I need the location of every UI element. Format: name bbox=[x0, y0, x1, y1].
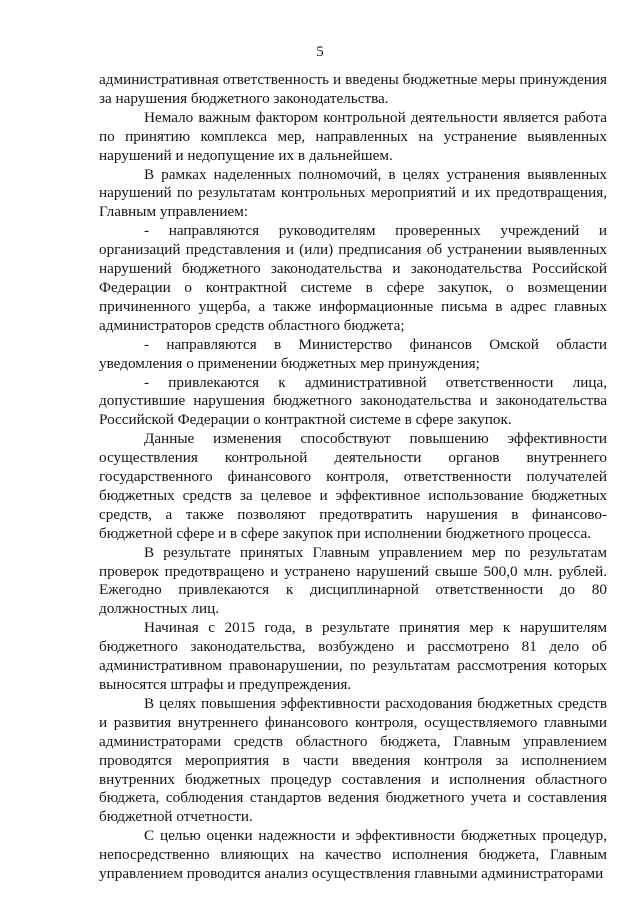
list-item: - направляются руководителям проверенных учреждений и организаций представления и (или) предписания об устранении выявленных нарушений бюджетного законодательства и законодательства Российской Федерации о контрактной системе в сфере закупок, о возмещении причиненного ущерба, а также информационные письма в адрес главных администраторов средств областного бюджета; bbox=[99, 222, 607, 334]
paragraph: В целях повышения эффективности расходования бюджетных средств и развития внутреннего финансового контроля, осуществляемого главными администраторами средств областного бюджета, Главным управлением проводятся мероприятия в части введения контроля за исполнением внутренних бюджетных процедур составления и исполнения областного бюджета, соблюдения стандартов ведения бюджетного учета и составления бюджетной отчетности. bbox=[99, 694, 607, 826]
list-item: - направляются в Министерство финансов Омской области уведомления о применении бюджетных мер принуждения; bbox=[99, 335, 607, 372]
paragraph: Немало важным фактором контрольной деятельности является работа по принятию комплекса мер, направленных на устранение выявленных нарушений и недопущение их в дальнейшем. bbox=[99, 108, 607, 164]
paragraph: Начиная с 2015 года, в результате принятия мер к нарушителям бюджетного законодательства, возбуждено и рассмотрено 81 дело об административном правонарушении, по результатам рассмотрения которых выносятся штрафы и предупреждения. bbox=[99, 619, 607, 693]
document-body bbox=[99, 71, 607, 884]
paragraph: Данные изменения способствуют повышению эффективности осуществления контрольной деятельности органов внутреннего государственного финансового контроля, ответственности получателей бюджетных средств за целевое и эффективное использование бюджетных средств, а также позволяют предотвратить нарушения в финансово-бюджетной сфере и в сфере закупок при исполнении бюджетного процесса. bbox=[99, 430, 607, 542]
page-number: 5 bbox=[316, 44, 324, 60]
paragraph: В рамках наделенных полномочий, в целях устранения выявленных нарушений по результатам контрольных мероприятий и их предотвращения, Главным управлением: bbox=[99, 165, 607, 221]
paragraph: В результате принятых Главным управлением мер по результатам проверок предотвращено и устранено нарушений свыше 500,0 млн. рублей. Ежегодно привлекаются к дисциплинарной ответственности до 80 должностных лиц. bbox=[99, 543, 607, 618]
list-item: - привлекаются к административной ответственности лица, допустившие нарушения бюджетного законодательства и законодательства Российской Федерации о контрактной системе в сфере закупок. bbox=[99, 373, 607, 429]
paragraph: С целью оценки надежности и эффективности бюджетных процедур, непосредственно влияющих на качество исполнения бюджета, Главным управлением проводится анализ осуществления главными администраторами bbox=[99, 827, 607, 883]
paragraph: административная ответственность и введены бюджетные меры принуждения за нарушения бюджетного законодательства. bbox=[99, 71, 607, 107]
